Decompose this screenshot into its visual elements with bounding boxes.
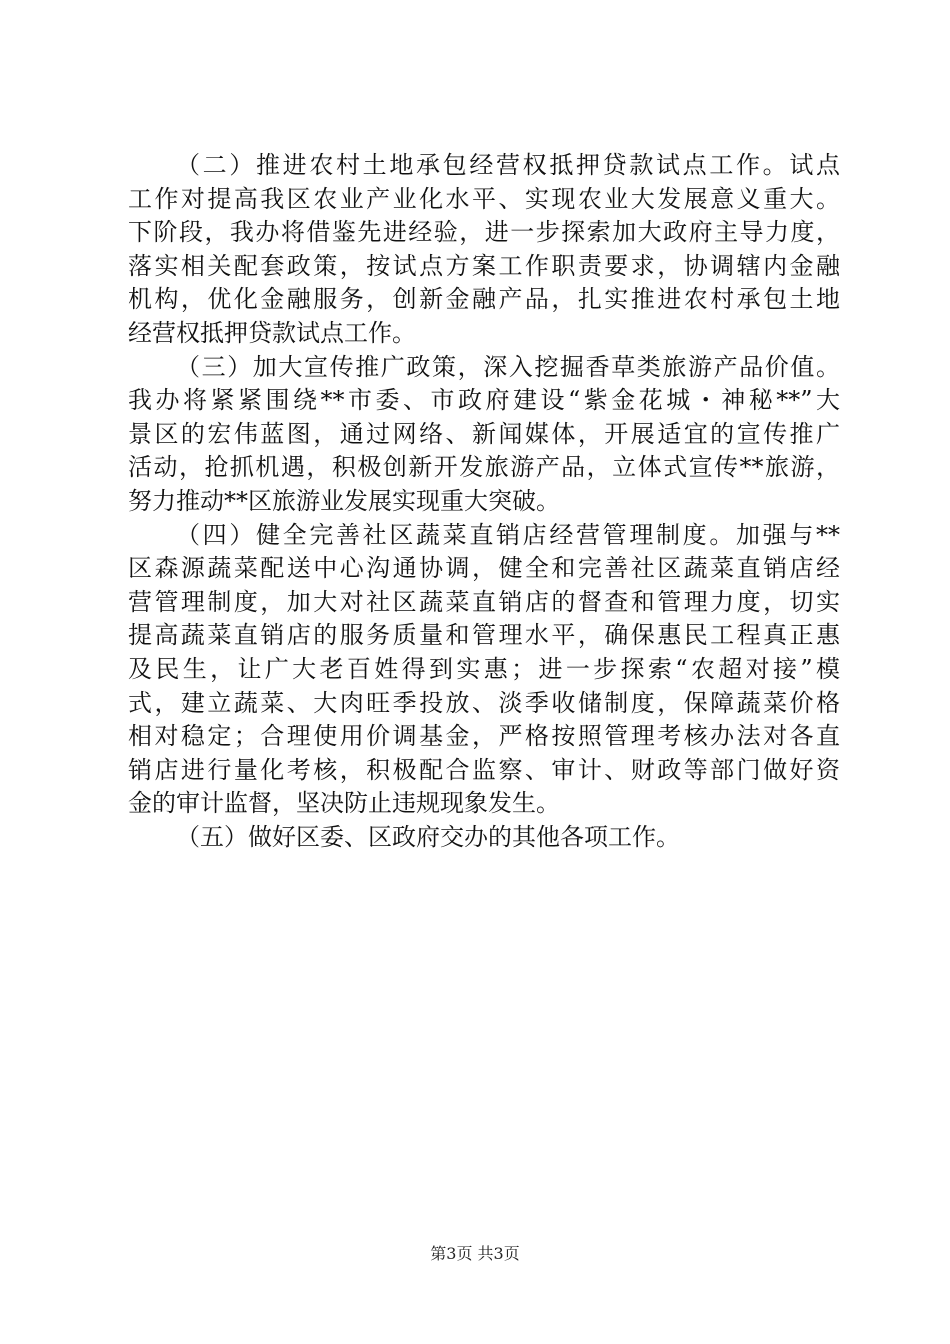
- text-line: 销店进行量化考核，积极配合监察、审计、财政等部门做好资: [128, 755, 840, 784]
- page-number-label: 第3页 共3页: [430, 1244, 520, 1263]
- text-line: 区森源蔬菜配送中心沟通协调，健全和完善社区蔬菜直销店经: [128, 554, 840, 583]
- paragraph-3: [128, 351, 840, 519]
- text-line: （五）做好区委、区政府交办的其他各项工作。: [176, 822, 680, 851]
- text-line: 下阶段，我办将借鉴先进经验，进一步探索加大政府主导力度，: [128, 218, 840, 247]
- text-line: 景区的宏伟蓝图，通过网络、新闻媒体，开展适宜的宣传推广: [128, 419, 840, 448]
- document-body: [128, 149, 840, 854]
- text-line: 落实相关配套政策，按试点方案工作职责要求，协调辖内金融: [128, 251, 840, 280]
- text-line: 经营权抵押贷款试点工作。: [128, 318, 416, 347]
- paragraph-5: [128, 821, 840, 855]
- text-line: 活动，抢抓机遇，积极创新开发旅游产品，立体式宣传**旅游，: [128, 453, 840, 482]
- text-line: （二）推进农村土地承包经营权抵押贷款试点工作。试点: [176, 151, 840, 179]
- text-line: 我办将紧紧围绕**市委、市政府建设“紫金花城・神秘**”大: [128, 386, 840, 415]
- text-line: 努力推动**区旅游业发展实现重大突破。: [128, 486, 560, 515]
- text-line: 工作对提高我区农业产业化水平、实现农业大发展意义重大。: [128, 184, 840, 213]
- text-line: 及民生，让广大老百姓得到实惠；进一步探索“农超对接”模: [128, 654, 840, 683]
- text-line: 式，建立蔬菜、大肉旺季投放、淡季收储制度，保障蔬菜价格: [128, 688, 840, 717]
- text-line: 相对稳定；合理使用价调基金，严格按照管理考核办法对各直: [128, 722, 840, 751]
- text-line: 提高蔬菜直销店的服务质量和管理水平，确保惠民工程真正惠: [128, 621, 840, 650]
- text-line: （三）加大宣传推广政策，深入挖掘香草类旅游产品价值。: [176, 352, 840, 381]
- paragraph-2: [128, 149, 840, 351]
- page-footer: [0, 1244, 950, 1264]
- paragraph-4: [128, 519, 840, 821]
- text-line: 金的审计监督，坚决防止违规现象发生。: [128, 789, 560, 818]
- text-line: 机构，优化金融服务，创新金融产品，扎实推进农村承包土地: [128, 285, 840, 314]
- text-line: 营管理制度，加大对社区蔬菜直销店的督查和管理力度，切实: [128, 587, 840, 616]
- text-line: （四）健全完善社区蔬菜直销店经营管理制度。加强与**: [176, 520, 840, 549]
